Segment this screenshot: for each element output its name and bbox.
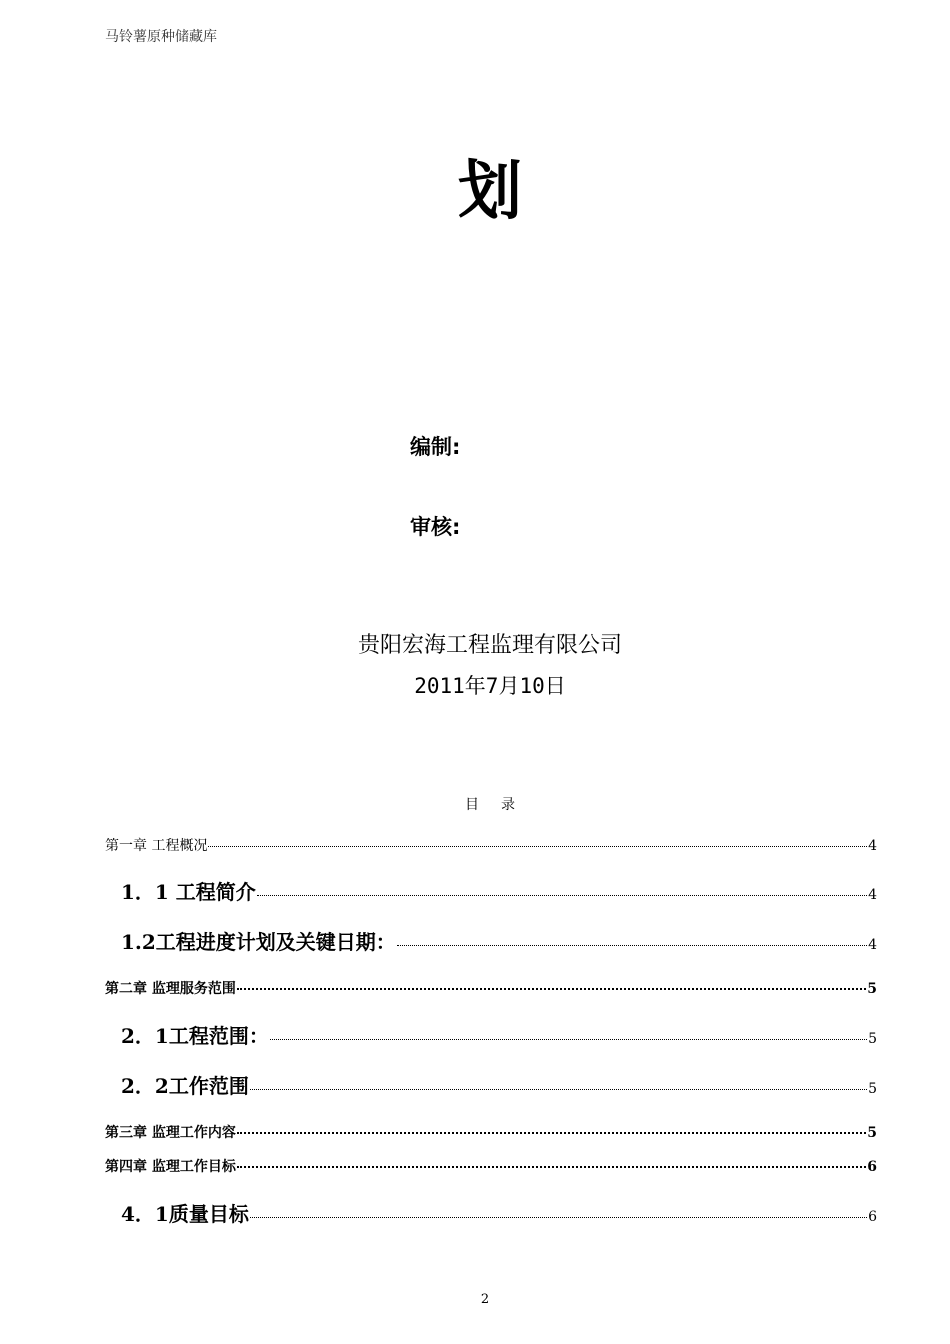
page-number: 2 [480,1292,490,1307]
toc-leader-dots [270,1038,867,1040]
toc-entry-chapter-4[interactable] [105,1156,877,1176]
compiled-by-label: 编制: [410,435,461,459]
reviewed-by-label: 审核: [410,515,461,539]
toc-entry-label: 1.2工程进度计划及关键日期： [121,930,396,954]
title-fragment: 划 [458,154,522,229]
document-date: 2011年7月10日 [414,674,566,698]
toc-entry-page: 5 [867,981,877,997]
toc-leader-dots [237,1165,866,1168]
toc-entry-page: 4 [868,838,877,854]
toc-entry-page: 5 [868,1081,877,1097]
toc-title: 目录 [465,797,537,813]
toc-entry-label: 2．2工作范围 [121,1074,249,1098]
toc-entry-label: 第二章 监理服务范围 [105,981,236,997]
document-header: 马铃薯原种储藏库 [105,29,217,45]
toc-leader-dots [237,987,866,990]
toc-leader-dots [250,1088,867,1090]
toc-entry-label: 第三章 监理工作内容 [105,1125,236,1141]
toc-leader-dots [257,894,867,896]
toc-entry-page: 4 [868,887,877,903]
toc-entry-label: 4．1质量目标 [121,1202,249,1226]
toc-entry-2-2[interactable] [105,1070,877,1099]
toc-entry-label: 1．1 工程简介 [121,880,256,904]
toc-entry-page: 5 [868,1031,877,1047]
toc-entry-chapter-1[interactable] [105,835,877,855]
toc-entry-page: 4 [868,937,877,953]
toc-entry-chapter-2[interactable] [105,978,877,998]
toc-entry-chapter-3[interactable] [105,1122,877,1142]
toc-leader-dots [208,845,867,847]
toc-entry-2-1[interactable] [105,1020,877,1049]
toc-entry-label: 第四章 监理工作目标 [105,1159,236,1175]
toc-entry-4-1[interactable] [105,1198,877,1227]
toc-entry-1-2[interactable] [105,926,877,955]
toc-entry-page: 6 [868,1209,877,1225]
toc-entry-label: 第一章 工程概况 [105,838,208,854]
toc-entry-page: 5 [867,1125,877,1141]
toc-entry-1-1[interactable] [105,876,877,905]
toc-leader-dots [237,1131,866,1134]
toc-leader-dots [397,944,867,946]
toc-entry-label: 2．1工程范围： [121,1024,269,1048]
toc-entry-page: 6 [867,1159,877,1175]
company-name: 贵阳宏海工程监理有限公司 [357,633,622,658]
toc-leader-dots [250,1216,867,1218]
